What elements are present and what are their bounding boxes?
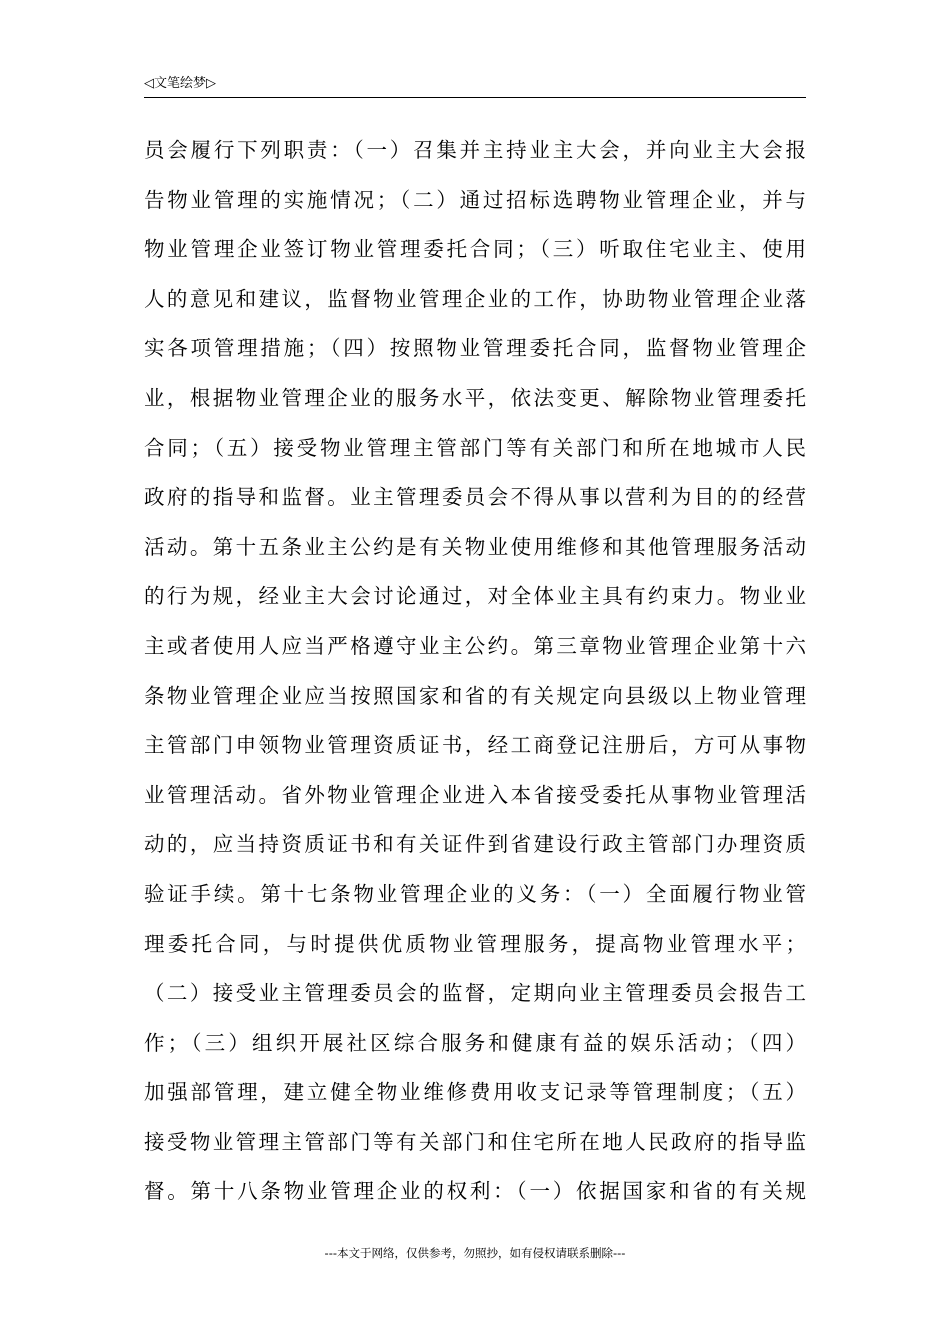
body-line: 业管理活动。省外物业管理企业进入本省接受委托从事物业管理活: [144, 782, 806, 807]
body-line: 督。第十八条物业管理企业的权利：（一）依据国家和省的有关规: [144, 1179, 806, 1204]
body-line: 作；（三）组织开展社区综合服务和健康有益的娱乐活动；（四）: [144, 1030, 806, 1055]
header-divider: [144, 97, 806, 98]
body-line: 实各项管理措施；（四）按照物业管理委托合同，监督物业管理企: [144, 336, 806, 361]
body-line: 人的意见和建议，监督物业管理企业的工作，协助物业管理企业落: [144, 286, 806, 311]
body-line: 员会履行下列职责：（一）召集并主持业主大会，并向业主大会报: [144, 138, 806, 162]
document-body: [144, 126, 806, 1217]
body-line: 理委托合同，与时提供优质物业管理服务，提高物业管理水平；: [144, 931, 806, 956]
page-header: ◁文笔绘梦▷: [144, 76, 216, 91]
body-line: 加强部管理，建立健全物业维修费用收支记录等管理制度；（五）: [144, 1080, 806, 1105]
body-line: 主或者使用人应当严格遵守业主公约。第三章物业管理企业第十六: [144, 633, 806, 658]
body-line: 的行为规，经业主大会讨论通过，对全体业主具有约束力。物业业: [144, 584, 806, 609]
body-line: 验证手续。第十七条物业管理企业的义务：（一）全面履行物业管: [144, 881, 806, 906]
body-line: 业，根据物业管理企业的服务水平，依法变更、解除物业管理委托: [144, 385, 806, 410]
page-footer: ---本文于网络，仅供参考，勿照抄，如有侵权请联系删除---: [324, 1246, 626, 1260]
body-line: 告物业管理的实施情况；（二）通过招标选聘物业管理企业，并与: [144, 187, 806, 212]
body-line: 动的，应当持资质证书和有关证件到省建设行政主管部门办理资质: [144, 832, 806, 857]
body-line: 条物业管理企业应当按照国家和省的有关规定向县级以上物业管理: [144, 683, 806, 708]
body-line: （二）接受业主管理委员会的监督，定期向业主管理委员会报告工: [144, 981, 806, 1006]
body-line: 接受物业管理主管部门等有关部门和住宅所在地人民政府的指导监: [144, 1129, 806, 1154]
body-line: 主管部门申领物业管理资质证书，经工商登记注册后，方可从事物: [144, 733, 806, 758]
body-line: 政府的指导和监督。业主管理委员会不得从事以营利为目的的经营: [144, 485, 806, 510]
body-line: 活动。第十五条业主公约是有关物业使用维修和其他管理服务活动: [144, 534, 806, 559]
body-line: 物业管理企业签订物业管理委托合同；（三）听取住宅业主、使用: [144, 237, 806, 262]
body-line: 合同；（五）接受物业管理主管部门等有关部门和所在地城市人民: [144, 435, 806, 460]
